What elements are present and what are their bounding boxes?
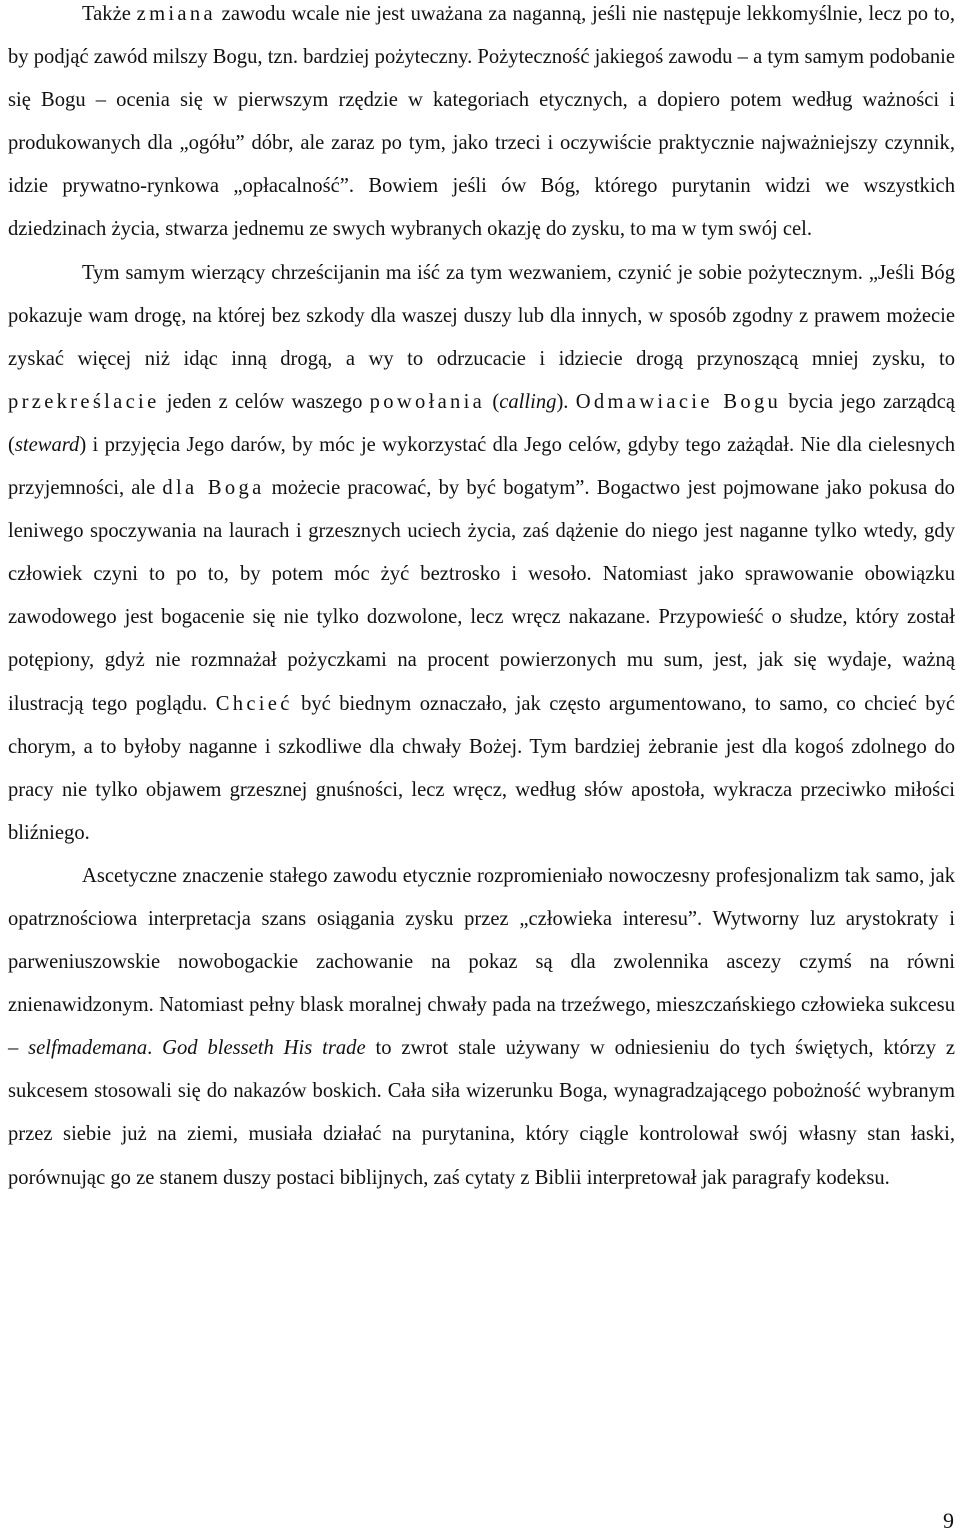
emphasized-spaced-text: zmiana [136, 3, 216, 25]
page-number: 9 [943, 1508, 954, 1533]
emphasized-spaced-text: powołania [369, 390, 486, 413]
italic-text: steward [14, 433, 80, 456]
text-run: zawodu wcale nie jest uważana za naganną, jeśli nie następuje lekkomyślnie, lecz po to, by podjąć zawód milszy Bogu, tzn. bardziej pożyteczny. Pożyteczność jakiegoś zawodu – a tym samym podobanie się Bogu – ocenia się w pierwszym rzędzie w kategoriach etycznych, a dopiero potem według ważności i produkowanych dla „ogółu” dóbr, ale zaraz po tym, jako trzeci i oczywiście praktycznie najważniejszy czynnik, idzie prywatno-rynkowa „opłacalność”. Bowiem jeśli ów Bóg, którego purytanin widzi we wszystkich dziedzinach życia, stwarza jednemu ze swych wybranych okazję do zysku, to ma w tym swój cel. [8, 3, 955, 241]
emphasized-spaced-text: Chcieć [215, 692, 293, 715]
body-text [8, 0, 955, 1200]
text-run: bycia jego zarządcą ( [8, 390, 955, 456]
text-run: możecie pracować, by być bogatym”. Bogactwo jest pojmowane jako pokusa do leniwego spoczywania na laurach i grzesznych uciech życia, zaś dążenie do niego jest naganne tylko wtedy, gdy człowiek czyni to po to, by potem móc żyć beztrosko i wesoło. Natomiast jako sprawowanie obowiązku zawodowego jest bogacenie się nie tylko dozwolone, lecz wręcz nakazane. Przypowieść o słudze, który został potępiony, gdyż nie rozmnażał pożyczkami na procent powierzonych mu sum, jest, jak się wydaje, ważną ilustracją tego poglądu. [8, 477, 955, 715]
paragraph-3 [8, 855, 955, 1200]
text-run: być biednym oznaczało, jak często argumentowano, to samo, co chcieć być chorym, a to byłoby naganne i szkodliwe dla chwały Bożej. Tym bardziej żebranie jest dla kogoś zdolnego do pracy nie tylko objawem grzesznej gnuśności, lecz wręcz, według słów apostoła, wykracza przeciwko miłości bliźniego. [8, 692, 955, 844]
text-run: ( [485, 390, 500, 413]
document-page [8, 0, 955, 1200]
emphasized-spaced-text: dla Boga [162, 477, 265, 500]
text-run: Tym samym wierzący chrześcijanin ma iść za tym wezwaniem, czynić je sobie pożytecznym. „Jeśli Bóg pokazuje wam drogę, na której bez szkody dla waszej duszy lub dla innych, w sposób zgodny z prawem możecie zyskać więcej niż idąc inną drogą, a wy to odrzucacie i idziecie drogą przynoszącą mniej zysku, to [8, 261, 955, 370]
text-run: Ascetyczne znaczenie stałego zawodu etycznie rozpromieniało nowoczesny profesjonalizm tak samo, jak opatrznościowa interpretacja szans osiągania zysku przez „człowieka interesu”. Wytworny luz arystokraty i parweniuszowskie nowobogackie zachowanie na pokaz są dla zwolennika ascezy czymś na równi znienawidzonym. Natomiast pełny blask moralnej chwały pada na trzeźwego, mieszczańskiego człowieka sukcesu – [8, 864, 955, 1060]
text-run: ). [556, 390, 576, 413]
paragraph-2 [8, 252, 955, 855]
italic-text: selfmademana [28, 1037, 148, 1060]
italic-text: calling [499, 390, 557, 413]
text-run: jeden z celów waszego [159, 390, 370, 413]
emphasized-spaced-text: przekreślacie [8, 390, 160, 413]
text-run: to zwrot stale używany w odniesieniu do tych świętych, którzy z sukcesem stosowali się do nakazów boskich. Cała siła wizerunku Boga, wynagradzającego pobożność wybranym przez siebie już na ziemi, musiała działać na purytanina, który ciągle kontrolował swój własny stan łaski, porównując go ze stanem duszy postaci biblijnych, zaś cytaty z Biblii interpretował jak paragrafy kodeksu. [8, 1037, 955, 1189]
paragraph-1 [8, 0, 955, 252]
italic-text: God blesseth His trade [162, 1037, 366, 1060]
emphasized-spaced-text: Odmawiacie Bogu [575, 390, 782, 413]
text-run: . [147, 1037, 163, 1060]
text-run: ) i przyjęcia Jego darów, by móc je wykorzystać dla Jego celów, gdyby tego zażądał. Nie dla cielesnych przyjemności, ale [8, 433, 955, 500]
text-run: Także [82, 3, 137, 25]
